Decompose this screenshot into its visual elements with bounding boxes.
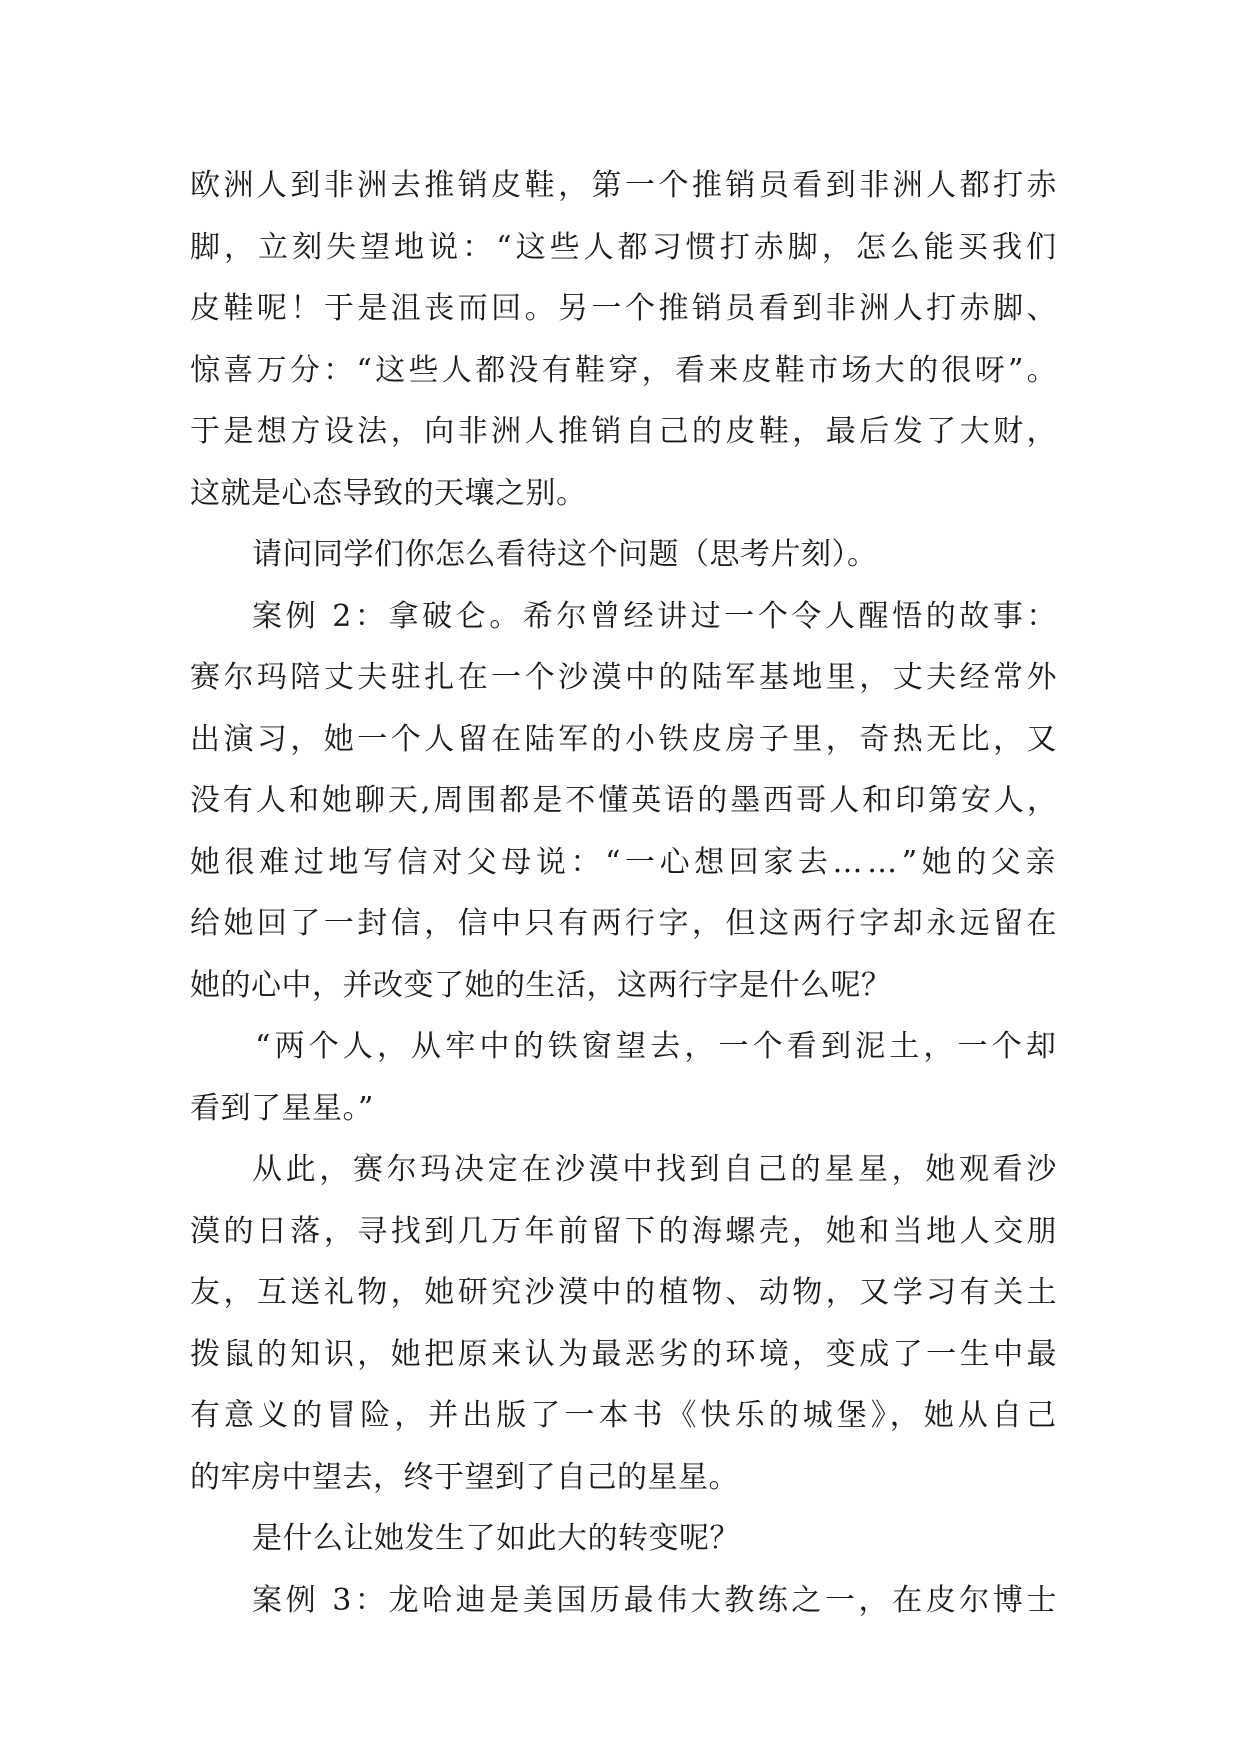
text-line: 出演习，她一个人留在陆军的小铁皮房子里，奇热无比，又 — [190, 721, 1060, 757]
text-line: 有意义的冒险，并出版了一本书《快乐的城堡》，她从自己 — [190, 1398, 1060, 1433]
text-line: 惊喜万分：“这些人都没有鞋穿，看来皮鞋市场大的很呀”。 — [190, 352, 1060, 388]
text-line: 皮鞋呢！于是沮丧而回。另一个推销员看到非洲人打赤脚、 — [190, 291, 1060, 326]
text-line: 她的心中，并改变了她的生活，这两行字是什么呢？ — [190, 967, 892, 1003]
text-line: 没有人和她聊天,周围都是不懂英语的墨西哥人和印第安人， — [190, 783, 1060, 818]
text-line: 赛尔玛陪丈夫驻扎在一个沙漠中的陆军基地里，丈夫经常外 — [190, 660, 1060, 695]
text-line: 欧洲人到非洲去推销皮鞋，第一个推销员看到非洲人都打赤 — [190, 168, 1060, 203]
text-line: 她很难过地写信对父母说：“一心想回家去……”她的父亲 — [190, 844, 1060, 880]
text-line: “两个人，从牢中的铁窗望去，一个看到泥土，一个却 — [255, 1029, 1060, 1064]
text-line: 这就是心态导致的天壤之别。 — [190, 475, 587, 511]
text-line: 案例 3：龙哈迪是美国历最伟大教练之一，在皮尔博士 — [252, 1582, 1060, 1618]
text-line: 看到了星星。” — [190, 1090, 374, 1126]
text-line: 是什么让她发生了如此大的转变呢？ — [252, 1521, 740, 1556]
text-line: 友，互送礼物，她研究沙漠中的植物、动物，又学习有关土 — [190, 1275, 1060, 1310]
text-line: 拨鼠的知识，她把原来认为最恶劣的环境，变成了一生中最 — [190, 1336, 1060, 1372]
text-line: 请问同学们你怎么看待这个问题（思考片刻）。 — [252, 537, 878, 572]
text-line: 脚，立刻失望地说：“这些人都习惯打赤脚，怎么能买我们 — [190, 229, 1060, 265]
text-line: 的牢房中望去，终于望到了自己的星星。 — [190, 1459, 739, 1495]
text-line: 漠的日落，寻找到几万年前留下的海螺壳，她和当地人交朋 — [190, 1213, 1060, 1249]
body-text — [190, 155, 1060, 1631]
text-line: 给她回了一封信，信中只有两行字，但这两行字却永远留在 — [190, 906, 1060, 941]
text-line: 从此，赛尔玛决定在沙漠中找到自己的星星，她观看沙 — [252, 1152, 1060, 1187]
text-line: 于是想方设法，向非洲人推销自己的皮鞋，最后发了大财， — [190, 414, 1060, 449]
text-line: 案例 2：拿破仑。希尔曾经讲过一个令人醒悟的故事： — [252, 598, 1060, 634]
